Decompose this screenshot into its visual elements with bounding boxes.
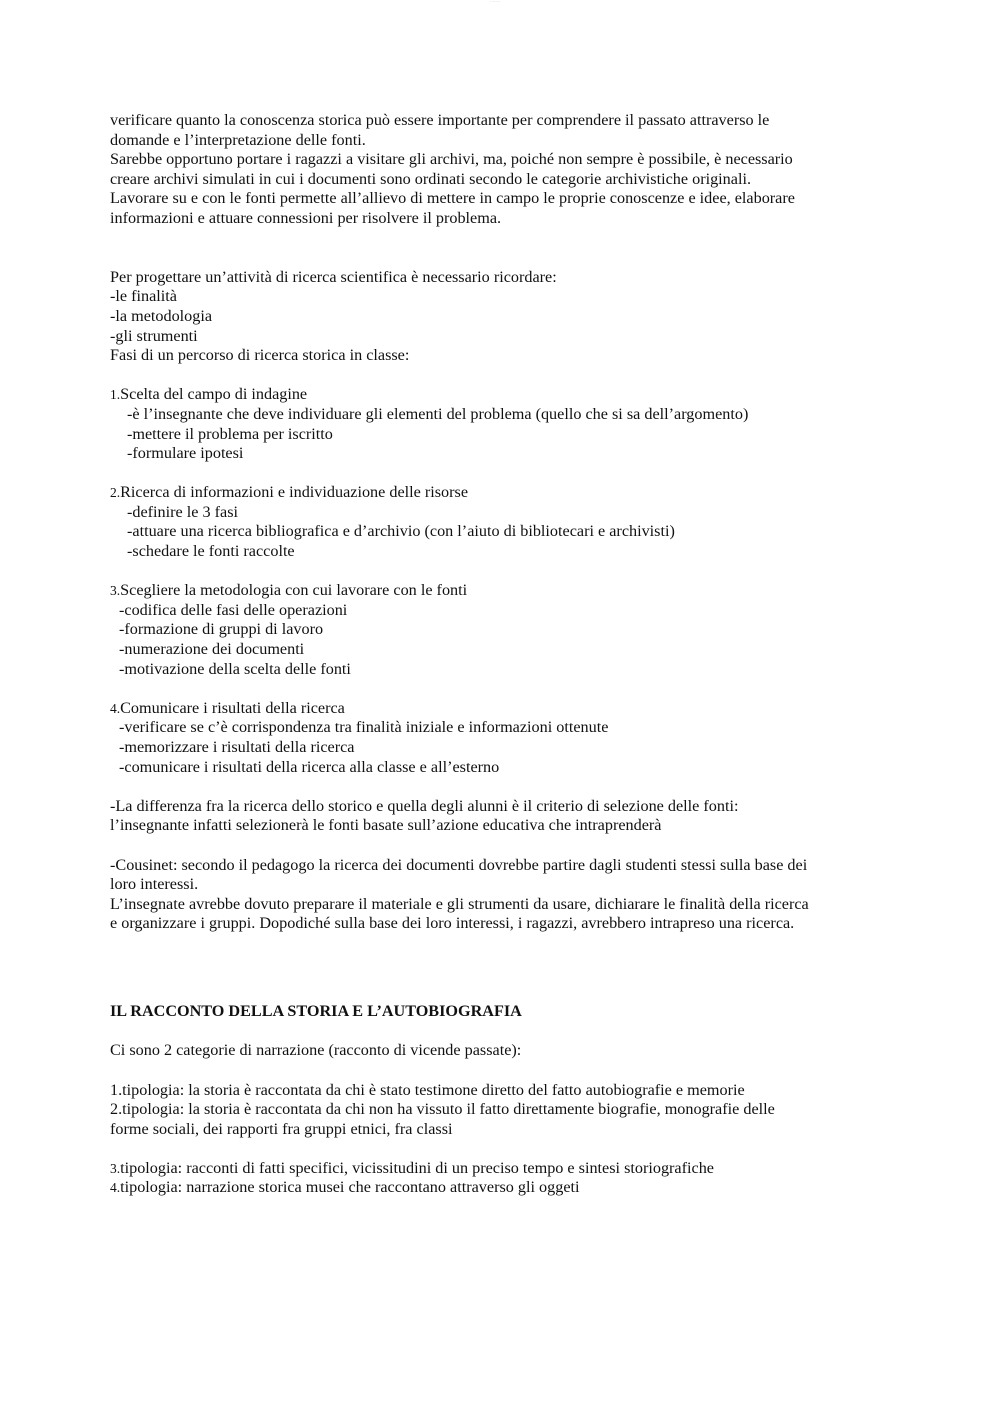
text-line: l’insegnante infatti selezionerà le fonti basate sull’azione educativa che intraprenderà bbox=[110, 816, 662, 835]
list-item: -le finalità bbox=[110, 287, 177, 306]
research-intro: Per progettare un’attività di ricerca scientifica è necessario ricordare: bbox=[110, 267, 557, 286]
list-item bbox=[110, 1100, 885, 1120]
step-title-text: Comunicare i risultati della ricerca bbox=[120, 698, 345, 717]
list-item: -formulare ipotesi bbox=[127, 444, 244, 463]
text-line: verificare quanto la conoscenza storica può essere importante per comprendere il passato attraverso le bbox=[110, 111, 770, 129]
step-title bbox=[110, 483, 885, 503]
list-item: -comunicare i risultati della ricerca alla classe e all’esterno bbox=[119, 757, 500, 776]
text-line: Sarebbe opportuno portare i ragazzi a visitare gli archivi, ma, poiché non sempre è possibile, è necessario bbox=[110, 150, 793, 169]
typology-number: 1. bbox=[110, 1080, 123, 1099]
text-line: Lavorare su e con le fonti permette all’allievo di mettere in campo le proprie conoscenze e idee, elaborare bbox=[110, 189, 795, 208]
list-item: -memorizzare i risultati della ricerca bbox=[119, 738, 355, 756]
typology-number: 2. bbox=[110, 1100, 123, 1119]
list-item: -è l’insegnante che deve individuare gli elementi del problema (quello che si sa dell’argomento) bbox=[127, 404, 749, 423]
text-line: -Cousinet: secondo il pedagogo la ricerca dei documenti dovrebbe partire dagli studenti stessi sulla base dei bbox=[110, 855, 808, 874]
step-number: 1. bbox=[110, 387, 121, 403]
typology-text: tipologia: racconti di fatti specifici, vicissitudini di un preciso tempo e sintesi storiografiche bbox=[120, 1158, 714, 1177]
typology-text: tipologia: la storia è raccontata da chi non ha vissuto il fatto direttamente biografie, monografie delle bbox=[122, 1100, 775, 1119]
list-item: -verificare se c’è corrispondenza tra finalità iniziale e informazioni ottenute bbox=[119, 718, 609, 737]
step-number: 2. bbox=[110, 485, 121, 501]
step-1 bbox=[110, 385, 885, 463]
text-line: loro interessi. bbox=[110, 875, 199, 894]
step-title bbox=[110, 699, 885, 719]
typology-number: 4. bbox=[110, 1180, 121, 1196]
typology-number: 3. bbox=[110, 1160, 121, 1176]
step-title-text: Scelta del campo di indagine bbox=[120, 385, 308, 404]
list-item: -schedare le fonti raccolte bbox=[127, 542, 295, 561]
list-item bbox=[110, 1159, 885, 1179]
research-requirements bbox=[110, 268, 885, 366]
intro-paragraph bbox=[110, 111, 885, 229]
document-page bbox=[110, 111, 885, 1198]
typologies-list-a bbox=[110, 1081, 885, 1140]
page-header-mark: ········ bbox=[490, 0, 501, 4]
step-2 bbox=[110, 483, 885, 561]
step-number: 4. bbox=[110, 700, 121, 716]
text-line: -La differenza fra la ricerca dello storico e quella degli alunni è il criterio di selezione delle fonti: bbox=[110, 796, 739, 815]
step-title-text: Ricerca di informazioni e individuazione delle risorse bbox=[120, 483, 469, 502]
step-4 bbox=[110, 699, 885, 777]
list-item: -numerazione dei documenti bbox=[119, 640, 305, 659]
text-line: e organizzare i gruppi. Dopodiché sulla base dei loro interessi, i ragazzi, avrebbero intrapreso una ricerca. bbox=[110, 914, 795, 933]
section-heading: IL RACCONTO DELLA STORIA E L’AUTOBIOGRAFIA bbox=[110, 1002, 522, 1021]
list-item: -gli strumenti bbox=[110, 326, 198, 345]
step-title bbox=[110, 385, 885, 405]
list-item: -formazione di gruppi di lavoro bbox=[119, 620, 324, 639]
cousinet-paragraph bbox=[110, 856, 885, 934]
list-item: -mettere il problema per iscritto bbox=[127, 424, 333, 443]
step-title bbox=[110, 581, 885, 601]
list-item: -attuare una ricerca bibliografica e d’archivio (con l’aiuto di bibliotecari e archivisti) bbox=[127, 522, 675, 541]
step-number: 3. bbox=[110, 583, 121, 599]
text-line: L’insegnate avrebbe dovuto preparare il materiale e gli strumenti da usare, dichiarare le finalità della ricerca bbox=[110, 894, 809, 913]
list-item: -la metodologia bbox=[110, 306, 213, 325]
typology-text: tipologia: narrazione storica musei che raccontano attraverso gli oggeti bbox=[120, 1178, 580, 1197]
list-item: -definire le 3 fasi bbox=[127, 502, 239, 521]
step-title-text: Scegliere la metodologia con cui lavorare con le fonti bbox=[120, 581, 468, 600]
narration-intro: Ci sono 2 categorie di narrazione (racconto di vicende passate): bbox=[110, 1041, 522, 1060]
text-line: creare archivi simulati in cui i documenti sono ordinati secondo le categorie archivistiche originali. bbox=[110, 169, 751, 188]
list-item: -codifica delle fasi delle operazioni bbox=[119, 600, 348, 619]
list-item bbox=[110, 1081, 885, 1101]
typology-text: tipologia: la storia è raccontata da chi è stato testimone diretto del fatto autobiografie e memorie bbox=[122, 1080, 745, 1099]
text-line: informazioni e attuare connessioni per risolvere il problema. bbox=[110, 208, 502, 227]
difference-paragraph bbox=[110, 797, 885, 836]
step-3 bbox=[110, 581, 885, 679]
typologies-list-b bbox=[110, 1159, 885, 1198]
text-line: domande e l’interpretazione delle fonti. bbox=[110, 130, 366, 149]
list-item bbox=[110, 1178, 885, 1198]
phases-title: Fasi di un percorso di ricerca storica in classe: bbox=[110, 346, 410, 365]
list-item: -motivazione della scelta delle fonti bbox=[119, 659, 351, 678]
text-line: forme sociali, dei rapporti fra gruppi etnici, fra classi bbox=[110, 1119, 453, 1138]
